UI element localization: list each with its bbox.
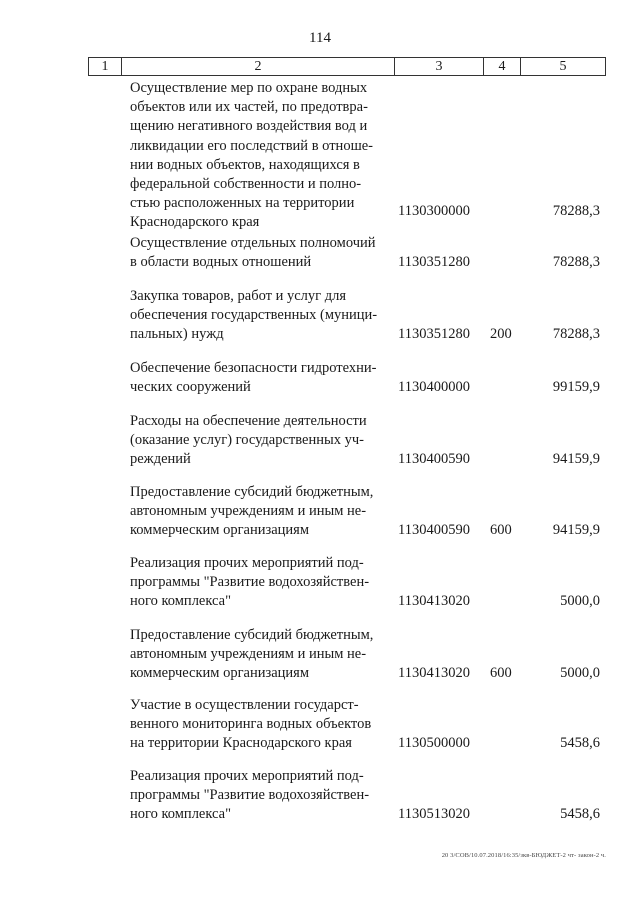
page-number: 114	[309, 30, 331, 46]
row-code: 1130413020	[398, 593, 470, 609]
description-line: Обеспечение безопасности гидротехни-	[130, 360, 377, 376]
row-code: 1130400590	[398, 522, 470, 538]
row-amount: 94159,9	[552, 522, 600, 538]
row-description	[130, 412, 390, 470]
description-line: коммерческим организациям	[130, 522, 310, 539]
description-line: Осуществление мер по охране водных	[130, 80, 368, 96]
description-line: ного комплекса"	[130, 593, 232, 610]
description-line: Расходы на обеспечение деятельности	[130, 413, 367, 429]
row-code: 1130400590	[398, 451, 470, 467]
description-line: программы "Развитие водохозяйствен-	[130, 574, 370, 591]
description-line: в области водных отношений	[130, 254, 312, 271]
row-amount: 5000,0	[560, 593, 600, 609]
description-line: программы "Развитие водохозяйствен-	[130, 787, 370, 804]
description-line: пальных) нужд	[130, 326, 224, 343]
row-description	[130, 287, 390, 345]
column-header-4: 4	[484, 58, 521, 76]
description-line: автономным учреждениям и иным не-	[130, 503, 367, 520]
column-header-row	[89, 58, 606, 76]
row-description	[130, 359, 390, 397]
row-amount: 78288,3	[552, 326, 600, 342]
row-amount: 99159,9	[552, 379, 600, 395]
description-line: Краснодарского края	[130, 214, 260, 231]
column-header-5: 5	[521, 58, 606, 76]
description-line: ликвидации его последствий в отноше-	[130, 137, 373, 154]
description-line: автономным учреждениям и иным не-	[130, 646, 367, 663]
row-code: 1130413020	[398, 665, 470, 681]
description-line: Закупка товаров, работ и услуг для	[130, 288, 347, 304]
row-amount: 5458,6	[560, 735, 600, 751]
row-code: 1130513020	[398, 806, 470, 822]
description-line: коммерческим организациям	[130, 665, 310, 682]
row-amount: 5458,6	[560, 806, 600, 822]
description-line: обеспечения государственных (муници-	[130, 307, 378, 324]
row-code: 1130351280	[398, 254, 470, 270]
description-line: объектов или их частей, по предотвра-	[130, 99, 368, 116]
column-header-2: 2	[122, 58, 395, 76]
column-header-1: 1	[89, 58, 122, 76]
description-line: Осуществление отдельных полномочий	[130, 235, 376, 251]
description-line: ческих сооружений	[130, 379, 251, 396]
description-line: (оказание услуг) государственных уч-	[130, 432, 364, 449]
description-line: Предоставление субсидий бюджетным,	[130, 627, 374, 643]
row-code: 1130300000	[398, 203, 470, 219]
description-line: реждений	[130, 451, 191, 468]
description-line: венного мониторинга водных объектов	[130, 716, 372, 733]
row-type: 200	[490, 326, 512, 342]
row-description	[130, 554, 390, 612]
document-footer: 20 3/СОВ/10.07.2018/16:35/зкв-БЮДЖЕТ-2 чт- закон-2 ч.	[441, 852, 606, 859]
column-header-3: 3	[395, 58, 484, 76]
description-line: Участие в осуществлении государст-	[130, 697, 359, 713]
row-code: 1130351280	[398, 326, 470, 342]
row-description	[130, 234, 390, 272]
row-amount: 94159,9	[552, 451, 600, 467]
description-line: стью расположенных на территории	[130, 195, 355, 212]
description-line: Реализация прочих мероприятий под-	[130, 555, 364, 571]
row-description	[130, 696, 390, 754]
row-amount: 5000,0	[560, 665, 600, 681]
row-type: 600	[490, 522, 512, 538]
description-line: щению негативного воздействия вод и	[130, 118, 368, 135]
row-description	[130, 767, 390, 825]
description-line: Реализация прочих мероприятий под-	[130, 768, 364, 784]
description-line: федеральной собственности и полно-	[130, 176, 362, 193]
description-line: на территории Краснодарского края	[130, 735, 352, 752]
row-amount: 78288,3	[552, 203, 600, 219]
description-line: Предоставление субсидий бюджетным,	[130, 484, 374, 500]
column-header-table	[88, 57, 606, 76]
row-amount: 78288,3	[552, 254, 600, 270]
row-description	[130, 626, 390, 684]
row-description	[130, 483, 390, 541]
description-line: нии водных объектов, находящихся в	[130, 156, 360, 173]
row-code: 1130500000	[398, 735, 470, 751]
row-description	[130, 79, 390, 233]
description-line: ного комплекса"	[130, 806, 232, 823]
row-type: 600	[490, 665, 512, 681]
row-code: 1130400000	[398, 379, 470, 395]
